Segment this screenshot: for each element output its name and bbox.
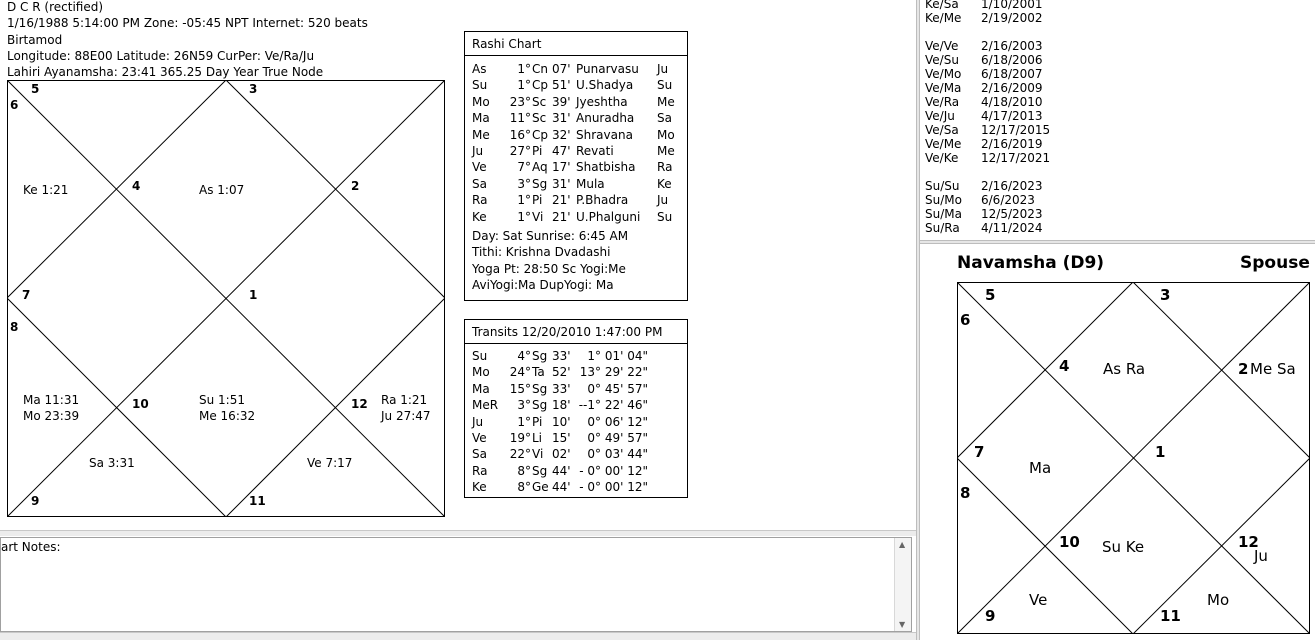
transit-table-row xyxy=(472,480,687,496)
cell-minutes: 51' xyxy=(552,78,571,93)
cell-minutes: 07' xyxy=(552,62,571,76)
cell-nakshatra: P.Bhadra xyxy=(576,193,629,208)
cell-minutes: 44' xyxy=(552,480,571,495)
house-num-8: 8 xyxy=(10,320,19,334)
cell-speed: - 0° 00' 12" xyxy=(579,463,648,478)
cell-lord: Sa xyxy=(657,111,672,126)
dasha-item[interactable] xyxy=(925,123,1065,137)
cell-sign: Ge xyxy=(532,480,549,495)
cell-minutes: 10' xyxy=(552,414,571,429)
cell-speed: 0° 06' 12" xyxy=(587,414,648,429)
cell-sign: Pi xyxy=(532,193,543,208)
scroll-down-icon[interactable]: ▼ xyxy=(899,620,906,629)
dasha-date: 2/16/2019 xyxy=(981,137,1043,151)
dasha-period: Ke/Sa xyxy=(925,0,959,11)
dasha-period: Su/Ma xyxy=(925,207,962,221)
cell-sign: Cp xyxy=(532,127,548,142)
nav-house-num-9: 9 xyxy=(985,607,996,625)
cell-sign: Cp xyxy=(532,78,548,93)
cell-speed: 0° 03' 44" xyxy=(587,447,648,462)
cell-planet: Ma xyxy=(472,381,490,396)
cell-planet: Mo xyxy=(472,365,490,380)
nav-house-num-1: 1 xyxy=(1155,443,1166,461)
rashi-chart-grid xyxy=(7,80,445,517)
navamsha-chart-grid xyxy=(957,282,1310,634)
cell-minutes: 47' xyxy=(552,143,571,158)
rashi-table-row xyxy=(472,78,687,94)
transits-box xyxy=(464,319,688,498)
nav-house-num-10: 10 xyxy=(1059,533,1080,551)
cell-minutes: 21' xyxy=(552,209,571,224)
cell-sign: Sg xyxy=(532,398,548,413)
rashi-planet-ra: Ra 1:21 xyxy=(381,393,428,407)
birth-details: 1/16/1988 5:14:00 PM Zone: -05:45 NPT Internet: 520 beats xyxy=(7,16,368,30)
cell-planet: Ju xyxy=(472,414,484,429)
cell-planet: Su xyxy=(472,349,488,363)
cell-speed: --1° 22' 46" xyxy=(578,398,648,413)
dasha-item[interactable] xyxy=(925,221,1065,235)
dasha-date: 2/16/2023 xyxy=(981,179,1043,193)
rashi-planet-as: As 1:07 xyxy=(199,183,245,197)
rashi-planet-ju: Ju 27:47 xyxy=(381,409,431,423)
cell-lord: Me xyxy=(657,94,675,109)
cell-minutes: 44' xyxy=(552,463,571,478)
dasha-list[interactable] xyxy=(925,0,1065,240)
nav-planets-h7: Su Ke xyxy=(1102,538,1145,556)
dasha-date: 2/16/2003 xyxy=(981,39,1043,53)
transit-table-row xyxy=(472,382,687,398)
rashi-table-row xyxy=(472,111,687,127)
transits-title: Transits 12/20/2010 1:47:00 PM xyxy=(465,320,687,344)
dasha-item[interactable] xyxy=(925,53,1065,67)
transits-table xyxy=(472,349,687,497)
dasha-item[interactable] xyxy=(925,11,1065,25)
cell-degree: 1° xyxy=(517,414,531,429)
bottom-splitter xyxy=(0,632,916,640)
cell-sign: Sg xyxy=(532,349,548,363)
coordinates: Longitude: 88E00 Latitude: 26N59 CurPer: Ve/Ra/Ju xyxy=(7,49,315,63)
cell-degree: 19° xyxy=(509,430,531,445)
dasha-period: Ve/Sa xyxy=(925,123,959,137)
nav-house-num-11: 11 xyxy=(1160,607,1181,625)
cell-degree: 24° xyxy=(509,365,531,380)
nav-planets-h12: Ju xyxy=(1254,547,1268,565)
cell-degree: 1° xyxy=(517,62,531,76)
cell-sign: Sg xyxy=(532,176,548,191)
nav-planets-h10: Ve xyxy=(1029,591,1048,609)
rashi-table-title: Rashi Chart xyxy=(465,32,687,56)
house-num-3: 3 xyxy=(249,82,258,96)
info-text: Tithi: Krishna Dvadashi xyxy=(472,245,611,260)
transit-table-row xyxy=(472,464,687,480)
cell-sign: Ta xyxy=(532,365,545,380)
house-num-6: 6 xyxy=(10,98,19,112)
cell-degree: 22° xyxy=(509,447,531,462)
dasha-date: 6/6/2023 xyxy=(981,193,1035,207)
cell-nakshatra: Punarvasu xyxy=(576,62,639,76)
dasha-item[interactable] xyxy=(925,81,1065,95)
cell-lord: Ju xyxy=(657,62,669,76)
cell-speed: - 0° 00' 12" xyxy=(579,480,648,495)
vertical-splitter[interactable] xyxy=(916,0,920,640)
rashi-planet-su: Su 1:51 xyxy=(199,393,245,407)
nav-planets-h4: Ma xyxy=(1029,459,1052,477)
dasha-item[interactable] xyxy=(925,109,1065,123)
cell-lord: Mo xyxy=(657,127,675,142)
dasha-item[interactable] xyxy=(925,39,1065,53)
dasha-period: Ve/Ra xyxy=(925,95,960,109)
cell-minutes: 52' xyxy=(552,365,571,380)
rashi-planet-me: Me 16:32 xyxy=(199,409,256,423)
cell-degree: 11° xyxy=(509,111,531,126)
cell-nakshatra: Mula xyxy=(576,176,605,191)
cell-planet: Mo xyxy=(472,94,490,109)
dasha-date: 4/18/2010 xyxy=(981,95,1043,109)
dasha-period: Ve/Ma xyxy=(925,81,962,95)
cell-sign: Vi xyxy=(532,447,544,462)
nav-house-num-12: 12 xyxy=(1238,533,1259,551)
cell-minutes: 21' xyxy=(552,193,571,208)
dasha-period: Ve/Ke xyxy=(925,151,959,165)
transit-table-row xyxy=(472,431,687,447)
notes-scrollbar[interactable] xyxy=(894,538,911,631)
cell-nakshatra: Shatbisha xyxy=(576,160,636,175)
house-num-11: 11 xyxy=(249,494,266,508)
rashi-planet-ve: Ve 7:17 xyxy=(307,456,353,470)
dasha-date: 6/18/2007 xyxy=(981,67,1043,81)
cell-degree: 3° xyxy=(517,176,531,191)
house-num-4: 4 xyxy=(132,179,141,193)
dasha-date: 4/17/2013 xyxy=(981,109,1043,123)
cell-degree: 8° xyxy=(517,480,531,495)
cell-planet: Ju xyxy=(472,143,484,158)
transit-table-row xyxy=(472,398,687,414)
cell-lord: Su xyxy=(657,209,673,224)
cell-planet: Ra xyxy=(472,463,488,478)
dasha-date: 12/17/2021 xyxy=(981,151,1051,165)
cell-degree: 23° xyxy=(509,94,531,109)
dasha-date: 6/18/2006 xyxy=(981,53,1043,67)
rashi-info-line xyxy=(472,245,687,261)
rashi-info-line xyxy=(472,229,687,245)
cell-lord: Ke xyxy=(657,176,672,191)
cell-planet: Su xyxy=(472,78,488,93)
nav-house-num-8: 8 xyxy=(960,484,971,502)
cell-sign: Sg xyxy=(532,463,548,478)
cell-sign: Cn xyxy=(532,62,548,76)
dasha-period: Ve/Ve xyxy=(925,39,959,53)
cell-degree: 27° xyxy=(509,143,531,158)
nav-house-num-3: 3 xyxy=(1160,286,1171,304)
cell-speed: 1° 01' 04" xyxy=(587,349,648,363)
cell-planet: Ra xyxy=(472,193,488,208)
cell-lord: Ju xyxy=(657,193,669,208)
cell-lord: Ra xyxy=(657,160,673,175)
cell-lord: Su xyxy=(657,78,673,93)
cell-nakshatra: Jyeshtha xyxy=(576,94,628,109)
nav-house-num-7: 7 xyxy=(974,443,985,461)
house-num-2: 2 xyxy=(351,179,360,193)
info-text: Day: Sat Sunrise: 6:45 AM xyxy=(472,229,629,243)
dasha-item[interactable] xyxy=(925,95,1065,109)
nav-house-num-6: 6 xyxy=(960,311,971,329)
dasha-period: Su/Mo xyxy=(925,193,962,207)
cell-nakshatra: U.Phalguni xyxy=(576,209,641,224)
ayanamsha-info: Lahiri Ayanamsha: 23:41 365.25 Day Year True Node xyxy=(7,65,324,79)
transit-table-row xyxy=(472,349,687,365)
dasha-period: Ke/Me xyxy=(925,11,962,25)
cell-degree: 15° xyxy=(509,381,531,396)
cell-minutes: 31' xyxy=(552,111,571,126)
cell-sign: Sc xyxy=(532,111,547,126)
navamsha-title: Navamsha (D9) xyxy=(957,253,1105,273)
cell-sign: Li xyxy=(532,430,543,445)
cell-sign: Pi xyxy=(532,143,543,158)
dasha-date: 4/11/2024 xyxy=(981,221,1043,235)
navamsha-subtitle: Spouse xyxy=(1240,253,1310,273)
rashi-info-line xyxy=(472,278,687,294)
dasha-period: Ve/Me xyxy=(925,137,962,151)
nav-planets-h2: Me Sa xyxy=(1250,360,1296,378)
cell-sign: Aq xyxy=(532,160,548,175)
house-num-10: 10 xyxy=(132,397,149,411)
rashi-table-box xyxy=(464,31,688,301)
cell-planet: Ke xyxy=(472,480,487,495)
notes-splitter[interactable] xyxy=(0,530,916,536)
rashi-planet-ma: Ma 11:31 xyxy=(23,393,80,407)
cell-nakshatra: U.Shadya xyxy=(576,78,634,93)
house-num-7: 7 xyxy=(22,288,31,302)
cell-planet: Ve xyxy=(472,430,487,445)
dasha-item[interactable] xyxy=(925,179,1065,193)
cell-sign: Sc xyxy=(532,94,547,109)
transit-table-row xyxy=(472,415,687,431)
dasha-item[interactable] xyxy=(925,137,1065,151)
cell-minutes: 33' xyxy=(552,381,571,396)
transit-table-row xyxy=(472,365,687,381)
cell-sign: Pi xyxy=(532,414,543,429)
nav-house-num-4: 4 xyxy=(1059,357,1070,375)
cell-nakshatra: Revati xyxy=(576,143,614,158)
cell-degree: 3° xyxy=(517,398,531,413)
cell-minutes: 18' xyxy=(552,398,571,413)
dasha-date: 12/5/2023 xyxy=(981,207,1043,221)
rashi-table-row xyxy=(472,210,687,226)
nav-planets-h1: As Ra xyxy=(1103,360,1146,378)
rashi-table-row xyxy=(472,144,687,160)
cell-degree: 7° xyxy=(517,160,531,175)
cell-speed: 0° 45' 57" xyxy=(587,381,648,396)
cell-degree: 1° xyxy=(517,78,531,93)
rashi-planet-mo: Mo 23:39 xyxy=(23,409,80,423)
cell-planet: As xyxy=(472,62,487,76)
cell-degree: 1° xyxy=(517,209,531,224)
dasha-period: Ve/Mo xyxy=(925,67,962,81)
dasha-item[interactable] xyxy=(925,151,1065,165)
cell-minutes: 32' xyxy=(552,127,571,142)
house-num-5: 5 xyxy=(31,82,40,96)
dasha-period: Su/Ra xyxy=(925,221,960,235)
chart-notes-label: art Notes: xyxy=(1,540,61,554)
rashi-table-row xyxy=(472,160,687,176)
cell-minutes: 39' xyxy=(552,94,571,109)
cell-sign: Sg xyxy=(532,381,548,396)
cell-planet: Ke xyxy=(472,209,487,224)
rashi-table-row xyxy=(472,128,687,144)
cell-planet: Sa xyxy=(472,176,487,191)
cell-planet: Me xyxy=(472,127,490,142)
info-text: AviYogi:Ma DupYogi: Ma xyxy=(472,278,614,293)
cell-minutes: 31' xyxy=(552,176,571,191)
house-num-1: 1 xyxy=(249,288,258,302)
cell-planet: Ve xyxy=(472,160,487,175)
cell-minutes: 02' xyxy=(552,447,571,462)
dasha-date: 1/10/2001 xyxy=(981,0,1043,11)
cell-speed: 0° 49' 57" xyxy=(587,430,648,445)
scroll-up-icon[interactable]: ▲ xyxy=(899,540,906,549)
dasha-period: Ve/Ju xyxy=(925,109,955,123)
rashi-planet-sa: Sa 3:31 xyxy=(89,456,135,470)
dasha-gap xyxy=(925,25,1065,39)
cell-nakshatra: Anuradha xyxy=(576,111,635,126)
dasha-gap xyxy=(925,165,1065,179)
dasha-item[interactable] xyxy=(925,67,1065,81)
rashi-table-row xyxy=(472,62,687,78)
dasha-period: Ve/Su xyxy=(925,53,959,67)
navamsha-chart[interactable] xyxy=(957,282,1310,634)
cell-lord: Me xyxy=(657,143,675,158)
dasha-item[interactable] xyxy=(925,193,1065,207)
rashi-info xyxy=(472,229,687,295)
cell-planet: Ma xyxy=(472,111,490,126)
rashi-table-row xyxy=(472,177,687,193)
info-text: Yoga Pt: 28:50 Sc Yogi:Me xyxy=(472,261,626,276)
dasha-period: Su/Su xyxy=(925,179,960,193)
dasha-item[interactable] xyxy=(925,207,1065,221)
chart-name: D C R (rectified) xyxy=(7,0,104,14)
house-num-9: 9 xyxy=(31,494,40,508)
chart-notes-area[interactable] xyxy=(0,537,912,632)
right-splitter[interactable] xyxy=(920,240,1315,244)
cell-planet: MeR xyxy=(472,398,499,413)
rashi-info-line xyxy=(472,262,687,278)
house-num-12: 12 xyxy=(351,397,368,411)
cell-degree: 16° xyxy=(509,127,531,142)
rashi-table-row xyxy=(472,95,687,111)
birth-place: Birtamod xyxy=(7,33,63,47)
dasha-date: 12/17/2015 xyxy=(981,123,1051,137)
cell-speed: 13° 29' 22" xyxy=(579,365,648,380)
dasha-date: 2/16/2009 xyxy=(981,81,1043,95)
cell-minutes: 33' xyxy=(552,349,571,363)
transit-table-row xyxy=(472,447,687,463)
cell-degree: 1° xyxy=(517,193,531,208)
cell-minutes: 17' xyxy=(552,160,571,175)
rashi-table xyxy=(472,62,687,226)
rashi-planet-ke: Ke 1:21 xyxy=(23,183,69,197)
cell-degree: 8° xyxy=(517,463,531,478)
cell-nakshatra: Shravana xyxy=(576,127,633,142)
cell-planet: Sa xyxy=(472,447,487,462)
dasha-item[interactable] xyxy=(925,0,1065,11)
rashi-table-row xyxy=(472,193,687,209)
cell-degree: 4° xyxy=(517,349,531,363)
nav-planets-h8: Mo xyxy=(1207,591,1230,609)
rashi-chart[interactable] xyxy=(7,80,445,517)
dasha-date: 2/19/2002 xyxy=(981,11,1043,25)
nav-house-num-5: 5 xyxy=(985,286,996,304)
cell-sign: Vi xyxy=(532,209,544,224)
cell-minutes: 15' xyxy=(552,430,571,445)
nav-house-num-2: 2 xyxy=(1238,360,1249,378)
